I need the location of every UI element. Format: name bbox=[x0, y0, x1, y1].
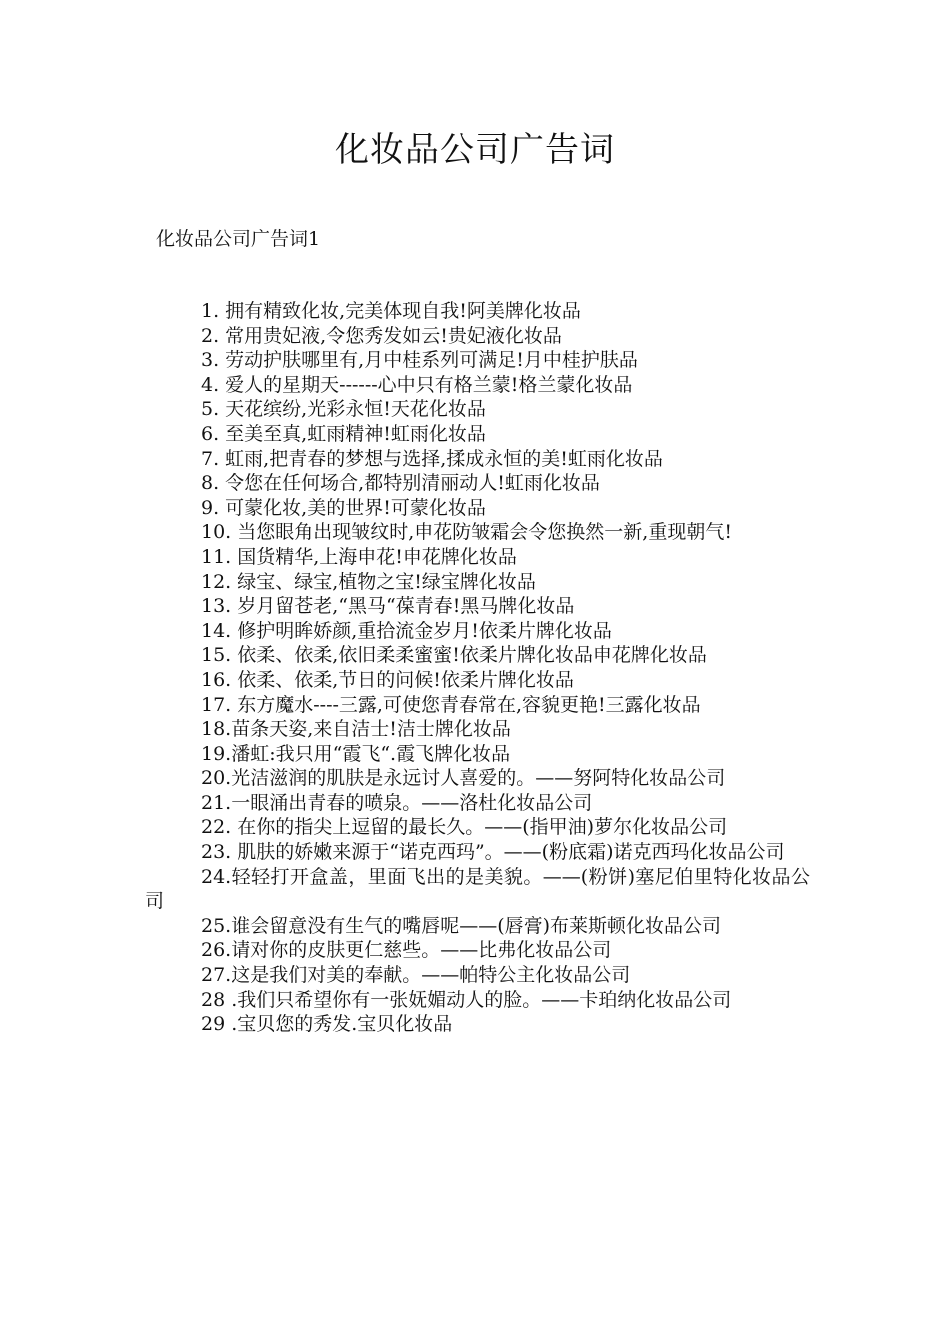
list-item: 21.一眼涌出青春的喷泉。——洛杜化妆品公司 bbox=[201, 791, 593, 814]
list-item: 8. 令您在任何场合,都特别清丽动人!虹雨化妆品 bbox=[201, 472, 600, 495]
list-item: 7. 虹雨,把青春的梦想与选择,揉成永恒的美!虹雨化妆品 bbox=[201, 447, 663, 470]
list-item: 10. 当您眼角出现皱纹时,申花防皱霜会令您换然一新,重现朝气! bbox=[201, 521, 732, 544]
list-item: 25.谁会留意没有生气的嘴唇呢——(唇膏)布莱斯顿化妆品公司 bbox=[201, 914, 722, 937]
list-item: 5. 天花缤纷,光彩永恒!天花化妆品 bbox=[201, 398, 486, 421]
document-title: 化妆品公司广告词 bbox=[335, 130, 615, 170]
list-item: 11. 国货精华,上海申花!申花牌化妆品 bbox=[201, 545, 517, 568]
list-item: 29 .宝贝您的秀发.宝贝化妆品 bbox=[201, 1013, 453, 1036]
list-item: 16. 依柔、依柔,节日的问候!依柔片牌化妆品 bbox=[201, 668, 574, 691]
list-item: 23. 肌肤的娇嫩来源于“诺克西玛”。——(粉底霜)诺克西玛化妆品公司 bbox=[201, 841, 785, 864]
slogan-list bbox=[145, 299, 810, 1037]
list-item: 15. 依柔、依柔,依旧柔柔蜜蜜!依柔片牌化妆品申花牌化妆品 bbox=[201, 644, 707, 667]
list-item: 18.苗条天姿,来自洁士!洁士牌化妆品 bbox=[201, 718, 511, 741]
list-item: 9. 可蒙化妆,美的世界!可蒙化妆品 bbox=[201, 496, 486, 519]
list-item: 2. 常用贵妃液,令您秀发如云!贵妃液化妆品 bbox=[201, 324, 562, 347]
list-item: 19.潘虹:我只用“霞飞“.霞飞牌化妆品 bbox=[201, 742, 511, 765]
section-heading: 化妆品公司广告词1 bbox=[156, 228, 321, 250]
list-item: 13. 岁月留苍老,“黑马“葆青春!黑马牌化妆品 bbox=[201, 595, 575, 618]
list-item: 20.光洁滋润的肌肤是永远讨人喜爱的。——努阿特化妆品公司 bbox=[201, 767, 726, 790]
list-item: 27.这是我们对美的奉献。——帕特公主化妆品公司 bbox=[201, 964, 631, 987]
list-item: 17. 东方魔水----三露,可使您青春常在,容貌更艳!三露化妆品 bbox=[201, 693, 701, 716]
list-item: 1. 拥有精致化妆,完美体现自我!阿美牌化妆品 bbox=[201, 300, 581, 322]
list-item: 6. 至美至真,虹雨精神!虹雨化妆品 bbox=[201, 422, 486, 445]
list-item: 28 .我们只希望你有一张妩媚动人的脸。——卡珀纳化妆品公司 bbox=[201, 988, 732, 1011]
list-item: 22. 在你的指尖上逗留的最长久。——(指甲油)萝尔化妆品公司 bbox=[201, 816, 728, 839]
list-item: 4. 爱人的星期天------心中只有格兰蒙!格兰蒙化妆品 bbox=[201, 373, 633, 396]
list-item: 24.轻轻打开盒盖，里面飞出的是美貌。——(粉饼)塞尼伯里特化妆品公司 bbox=[145, 865, 810, 913]
list-item: 26.请对你的皮肤更仁慈些。——比弗化妆品公司 bbox=[201, 939, 612, 962]
list-item: 3. 劳动护肤哪里有,月中桂系列可满足!月中桂护肤品 bbox=[201, 349, 638, 372]
list-item: 14. 修护明眸娇颜,重拾流金岁月!依柔片牌化妆品 bbox=[201, 619, 612, 642]
list-item: 12. 绿宝、绿宝,植物之宝!绿宝牌化妆品 bbox=[201, 570, 536, 593]
